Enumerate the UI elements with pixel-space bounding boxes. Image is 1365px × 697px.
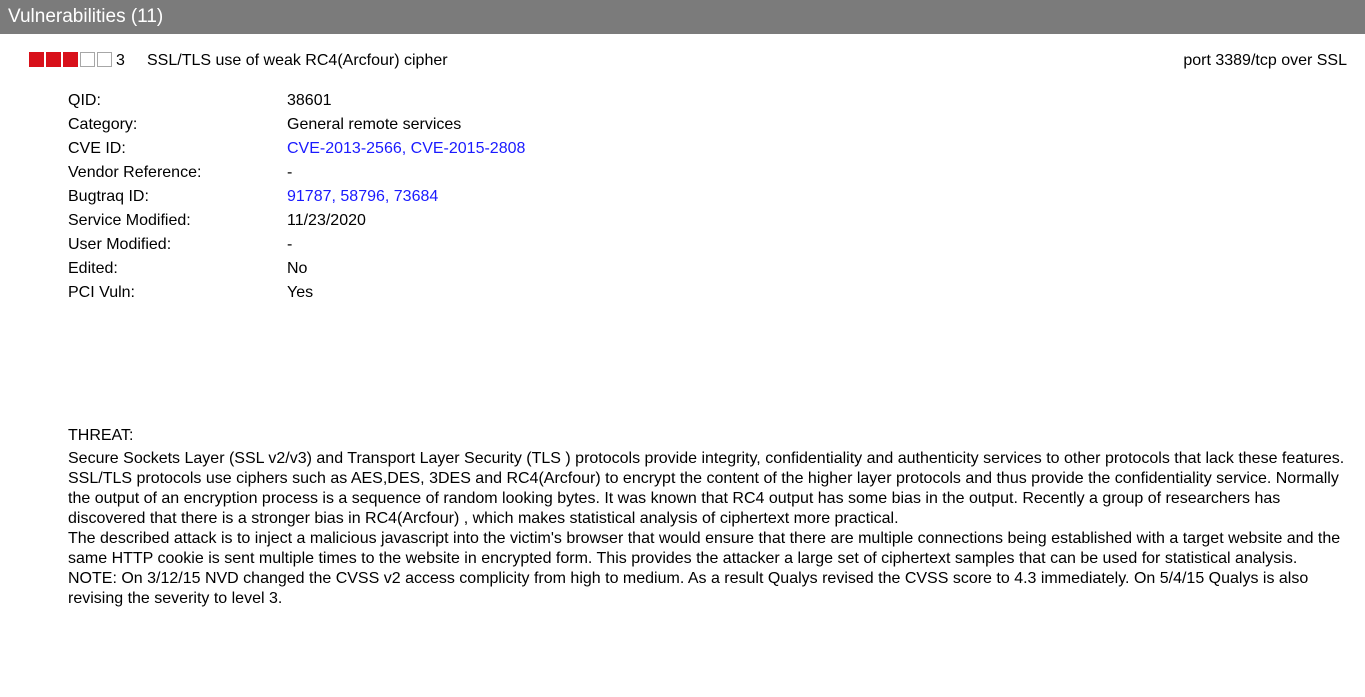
bugtraq-label: Bugtraq ID: [68, 188, 149, 205]
edited-label: Edited: [68, 260, 118, 277]
bugtraq-link-separator: , [384, 188, 394, 205]
threat-heading: THREAT: [68, 427, 134, 444]
detail-row-bugtraq [68, 185, 525, 209]
service-modified-label: Service Modified: [68, 212, 191, 229]
detail-row-vendor-reference [68, 161, 525, 185]
bugtraq-value [287, 185, 438, 209]
pci-vuln-value: Yes [287, 284, 314, 301]
category-value: General remote services [287, 116, 462, 133]
threat-paragraph: The described attack is to inject a malicious javascript into the victim's browser that would ensure that there are multiple connections being established with a target website and the same HTTP cookie is sent multiple times to the website in encrypted form. This provides the attacker a large set of ciphertext samples that can be used for statistical analysis. [68, 530, 1341, 567]
vendor-reference-value: - [287, 164, 293, 181]
vulnerability-port: port 3389/tcp over SSL [1183, 52, 1347, 69]
severity-box [80, 52, 95, 67]
detail-row-edited [68, 257, 525, 281]
threat-paragraph: Secure Sockets Layer (SSL v2/v3) and Transport Layer Security (TLS ) protocols provide integrity, confidentiality and authenticity services to other protocols that lack these features. [68, 450, 1345, 467]
cve-link-separator: , [401, 140, 411, 157]
severity-level: 3 [116, 52, 125, 69]
detail-row-user-modified [68, 233, 525, 257]
severity-box [46, 52, 61, 67]
vulnerability-details [68, 89, 525, 305]
vendor-reference-label: Vendor Reference: [68, 164, 202, 181]
severity-box [63, 52, 78, 67]
detail-row-service-modified [68, 209, 525, 233]
detail-row-cve [68, 137, 525, 161]
qid-value: 38601 [287, 92, 332, 109]
service-modified-value: 11/23/2020 [287, 212, 366, 229]
pci-vuln-label: PCI Vuln: [68, 284, 135, 301]
detail-row-category [68, 113, 525, 137]
edited-value: No [287, 260, 308, 277]
category-label: Category: [68, 116, 138, 133]
threat-paragraph: SSL/TLS protocols use ciphers such as AES,DES, 3DES and RC4(Arcfour) to encrypt the content of the higher layer protocols and thus provide the confidentiality service. Normally the output of an encryption process is a sequence of random looking bytes. It was known that RC4 output has some bias in the output. Recently a group of researchers has discovered that there is a stronger bias in RC4(Arcfour) , which makes statistical analysis of ciphertext more practical. [68, 470, 1339, 527]
severity-indicator [29, 52, 112, 67]
severity-box [97, 52, 112, 67]
bugtraq-link[interactable]: 58796 [340, 188, 385, 205]
detail-row-qid [68, 89, 525, 113]
cve-label: CVE ID: [68, 140, 126, 157]
severity-box [29, 52, 44, 67]
qid-label: QID: [68, 92, 101, 109]
user-modified-label: User Modified: [68, 236, 172, 253]
vulnerability-title: SSL/TLS use of weak RC4(Arcfour) cipher [147, 52, 448, 69]
cve-value [287, 137, 525, 161]
cve-link[interactable]: CVE-2015-2808 [410, 140, 526, 157]
bugtraq-link-separator: , [331, 188, 341, 205]
cve-link[interactable]: CVE-2013-2566 [287, 140, 402, 157]
section-title: Vulnerabilities (11) [0, 0, 1365, 34]
vulnerability-row [0, 44, 1365, 78]
user-modified-value: - [287, 236, 293, 253]
threat-section [68, 426, 1353, 609]
bugtraq-link[interactable]: 73684 [393, 188, 439, 205]
detail-row-pci-vuln [68, 281, 525, 305]
threat-paragraph: NOTE: On 3/12/15 NVD changed the CVSS v2 access complicity from high to medium. As a result Qualys revised the CVSS score to 4.3 immediately. On 5/4/15 Qualys is also revising the severity to level 3. [68, 570, 1309, 607]
bugtraq-link[interactable]: 91787 [287, 188, 332, 205]
